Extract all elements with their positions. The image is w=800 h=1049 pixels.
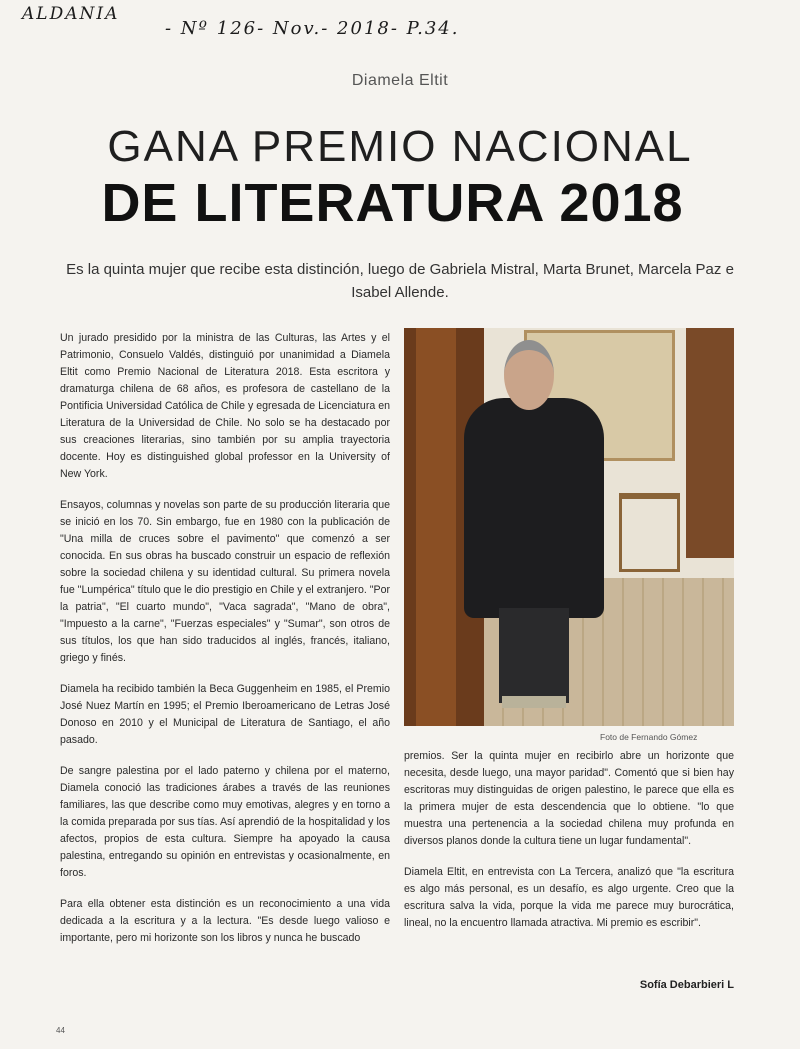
headline-line-1: GANA PREMIO NACIONAL	[107, 122, 693, 171]
byline: Sofía Debarbieri L	[639, 979, 734, 991]
paragraph: Ensayos, columnas y novelas son parte de su producción literaria que se inició en los 70. Sin embargo, fue en 1980 con la publicación de "Una milla de cruces sobre el pavimento" que comenzó a ser conocida. En sus obras ha buscado construir un espacio de reflexión sobre la sociedad chilena y su identidad cultural. Su primera novela fue "Lumpérica" título que le dio prestigio en Chile y el extranjero. "Por la patria", "El cuarto mundo", "Vaca sagrada", "Mano de obra", "Impuesto a la carne", "Fuerzas especiales" y "Sumar", son otros de sus títulos, los que han sido traducidos al inglés, francés, italiano, griego y finés.	[60, 499, 390, 664]
paragraph: Diamela Eltit, en entrevista con La Tercera, analizó que "la escritura es algo más personal, es un desafío, es algo urgente. Creo que la escritura salva la vida, porque la vida me parece muy burocrática, lineal, no la encuentro llamada atractiva. Mi premio es escribir".	[404, 866, 734, 929]
right-column	[404, 748, 734, 946]
paragraph: Un jurado presidido por la ministra de las Culturas, las Artes y el Patrimonio, Consuelo Valdés, distinguió por unanimidad a Diamela Eltit como Premio Nacional de Literatura 2018. Esta escritora y dramaturga chilena de 68 años, es profesora de castellano de la Pontificia Universidad Católica de Chile y egresada de Licenciatura en Literatura de la Universidad de Chile. No solo se ha destacado por sus creaciones literarias, sino también por su amplia trayectoria docente. Hoy es distinguished global professor en la University of New York.	[60, 332, 390, 480]
page-number: 44	[56, 1026, 65, 1035]
paragraph: premios. Ser la quinta mujer en recibirlo abre un horizonte que necesita, desde luego, una mayor paridad". Comentó que si bien hay escritoras muy distinguidas de origen palestino, le parece que ella es la primera mujer de esta descendencia que lo obtiene. "lo que muestra una pertenencia a la sociedad chilena muy profunda en diversos planos donde la cultura tiene un lugar fundamental".	[404, 750, 734, 847]
paragraph: Diamela ha recibido también la Beca Guggenheim en 1985, el Premio José Nuez Martín en 1995; el Premio Iberoamericano de Letras José Donoso en 2010 y el Municipal de Literatura de Santiago, el año pasado.	[60, 683, 390, 746]
headline-line-2: DE LITERATURA 2018	[101, 173, 684, 233]
handwritten-reference: - Nº 126- Nov.- 2018- P.34.	[165, 18, 460, 39]
chair-in-photo	[619, 493, 680, 572]
left-column	[60, 330, 390, 961]
paragraph: Para ella obtener esta distinción es un reconocimiento a una vida dedicada a la escritura y a la lectura. "Es desde luego valioso e importante, pero mi horizonte son los libros y nunca he buscado	[60, 898, 390, 944]
handwritten-publication: ALDANIA	[22, 4, 120, 24]
photo-caption: Foto de Fernando Gómez	[600, 732, 698, 742]
subtitle: Es la quinta mujer que recibe esta distinción, luego de Gabriela Mistral, Marta Brunet, Marcela Paz e Isabel Allende.	[66, 261, 734, 301]
author-photo	[404, 328, 734, 726]
paragraph: De sangre palestina por el lado paterno y chilena por el materno, Diamela conoció las tradiciones árabes a través de las reuniones familiares, las que describe como muy emotivas, alegres y en torno a la comida preparada por sus tías. Así aprendió de la hospitalidad y los afectos, propios de esta cultura. Siempre ha apoyado la causa palestina, entregando su opinión en entrevistas y ocasionalmente, en foros.	[60, 765, 390, 879]
author-name: Diamela Eltit	[351, 72, 449, 89]
